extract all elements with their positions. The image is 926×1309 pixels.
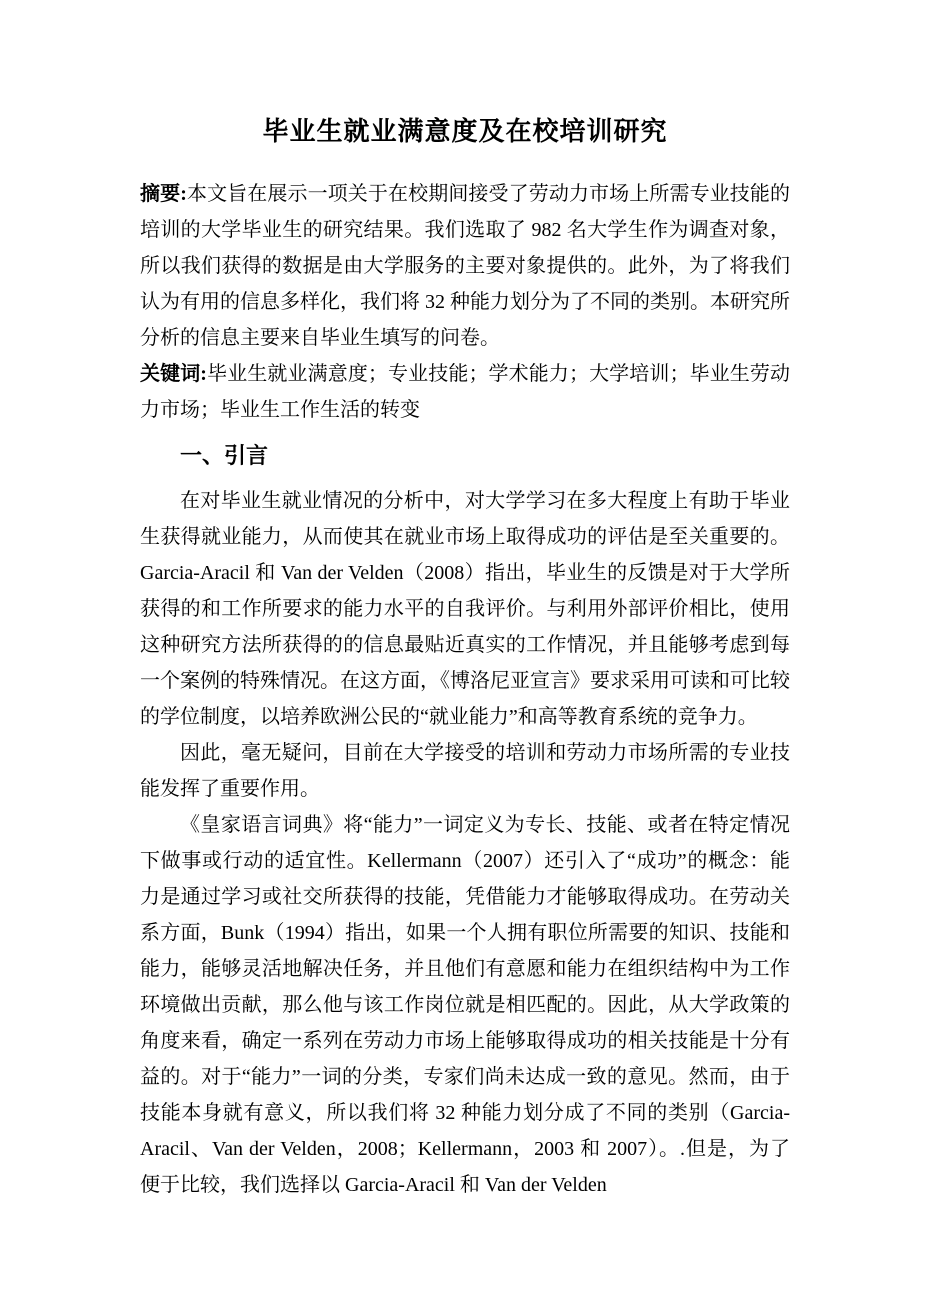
keywords-text: 毕业生就业满意度；专业技能；学术能力；大学培训；毕业生劳动力市场；毕业生工作生活的转变 [140, 363, 791, 421]
introduction-paragraph-1: 在对毕业生就业情况的分析中，对大学学习在多大程度上有助于毕业生获得就业能力，从而使其在就业市场上取得成功的评估是至关重要的。Garcia-Aracil 和 Van der Velden（2008）指出，毕业生的反馈是对于大学所获得的和工作所要求的能力水平的自我评价。与利用外部评价相比，使用这种研究方法所获得的的信息最贴近真实的工作情况，并且能够考虑到每一个案例的特殊情况。在这方面，《博洛尼亚宣言》要求采用可读和可比较的学位制度，以培养欧洲公民的“就业能力”和高等教育系统的竞争力。 [140, 490, 790, 728]
introduction-paragraph-3: 《皇家语言词典》将“能力”一词定义为专长、技能、或者在特定情况下做事或行动的适宜性。Kellermann（2007）还引入了“成功”的概念：能力是通过学习或社交所获得的技能，凭借能力才能够取得成功。在劳动关系方面，Bunk（1994）指出，如果一个人拥有职位所需要的知识、技能和能力，能够灵活地解决任务，并且他们有意愿和能力在组织结构中为工作环境做出贡献，那么他与该工作岗位就是相匹配的。因此，从大学政策的角度来看，确定一系列在劳动力市场上能够取得成功的相关技能是十分有益的。对于“能力”一词的分类，专家们尚未达成一致的意见。然而，由于技能本身就有意义，所以我们将 32 种能力划分成了不同的类别（Garcia-Aracil、Van der Velden，2008；Kellermann，2003 和 2007）。.但是，为了便于比较，我们选择以 Garcia-Aracil 和 Van der Velden [140, 814, 790, 1196]
abstract-text: 本文旨在展示一项关于在校期间接受了劳动力市场上所需专业技能的培训的大学毕业生的研究结果。我们选取了 982 名大学生作为调查对象，所以我们获得的数据是由大学服务的主要对象提供的。此外，为了将我们认为有用的信息多样化，我们将 32 种能力划分为了不同的类别。本研究所分析的信息主要来自毕业生填写的问卷。 [140, 183, 790, 349]
keywords-paragraph [140, 356, 790, 428]
keywords-label: 关键词: [140, 363, 207, 385]
abstract-label: 摘要: [140, 183, 187, 205]
paper-title: 毕业生就业满意度及在校培训研究 [262, 117, 668, 146]
introduction-paragraph-2: 因此，毫无疑问，目前在大学接受的培训和劳动力市场所需的专业技能发挥了重要作用。 [140, 742, 790, 800]
abstract-paragraph [140, 176, 790, 356]
section-heading-introduction: 一、引言 [180, 443, 269, 468]
